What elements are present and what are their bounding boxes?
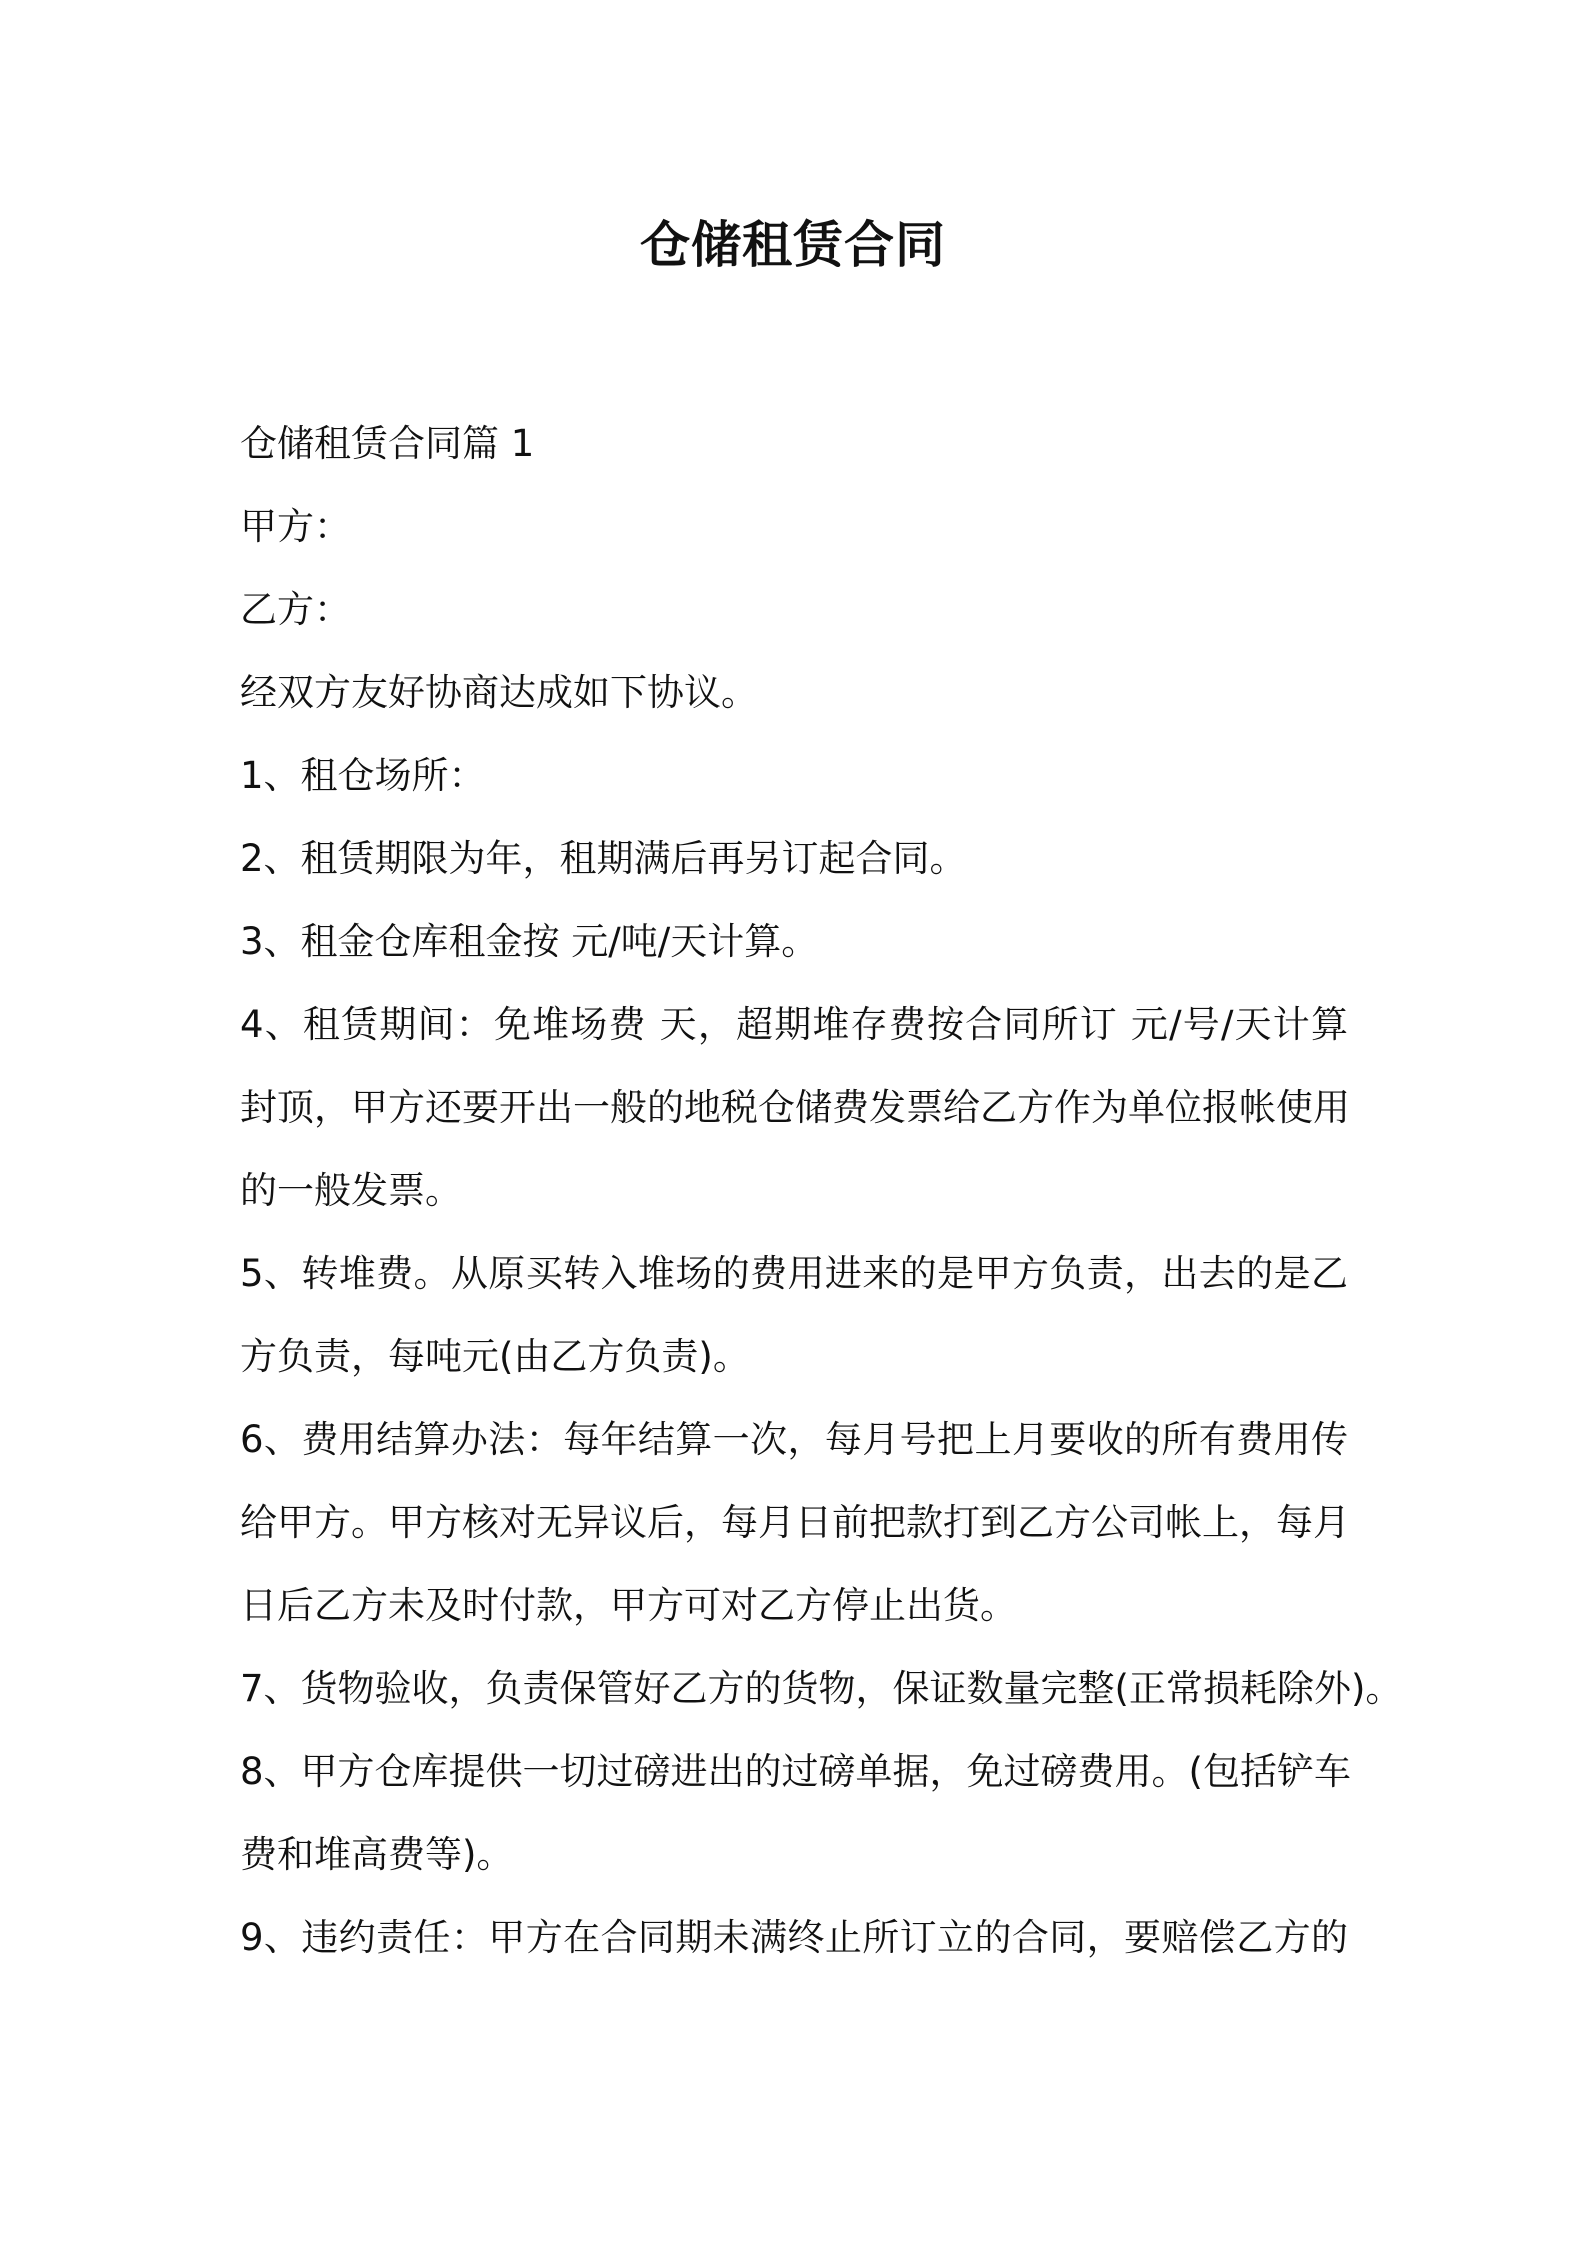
- section-heading-text: 仓储租赁合同篇 1: [240, 422, 535, 465]
- clause-6: [240, 1398, 1348, 1647]
- section-heading: [240, 402, 1348, 485]
- clause-line: 9、违约责任：甲方在合同期未满终止所订立的合同，要赔偿乙方的: [240, 1916, 1348, 1959]
- clause-line: 费和堆高费等)。: [240, 1833, 514, 1876]
- party-a-label: 甲方：: [240, 505, 351, 548]
- clause-line: 7、货物验收，负责保管好乙方的货物，保证数量完整(正常损耗除外)。: [240, 1667, 1403, 1710]
- party-a-line: [240, 485, 1348, 568]
- party-b-label: 乙方：: [240, 588, 351, 631]
- clause-line: 6、费用结算办法：每年结算一次，每月号把上月要收的所有费用传: [240, 1418, 1348, 1461]
- clause-line: 2、租赁期限为年，租期满后再另订起合同。: [240, 837, 967, 880]
- party-b-line: [240, 568, 1348, 651]
- clause-line: 1、租仓场所：: [240, 754, 486, 797]
- clause-4: [240, 983, 1348, 1232]
- clause-line: 3、租金仓库租金按 元/吨/天计算。: [240, 920, 819, 963]
- clause-line: 封顶，甲方还要开出一般的地税仓储费发票给乙方作为单位报帐使用: [240, 1086, 1350, 1129]
- clause-line: 的一般发票。: [240, 1169, 462, 1212]
- clause-line: 给甲方。甲方核对无异议后，每月日前把款打到乙方公司帐上，每月: [240, 1501, 1350, 1544]
- clause-9: [240, 1896, 1348, 1979]
- clause-line: 日后乙方未及时付款，甲方可对乙方停止出货。: [240, 1584, 1017, 1627]
- clause-5: [240, 1232, 1348, 1398]
- clause-2: [240, 817, 1348, 900]
- clause-line: 4、租赁期间：免堆场费 天，超期堆存费按合同所订 元/号/天计算: [240, 1003, 1348, 1046]
- intro-paragraph: [240, 651, 1348, 734]
- clause-line: 方负责，每吨元(由乙方负责)。: [240, 1335, 750, 1378]
- intro-text: 经双方友好协商达成如下协议。: [240, 671, 758, 714]
- document-title: 仓储租赁合同: [640, 216, 946, 274]
- document-body: [240, 402, 1403, 1979]
- clause-1: [240, 734, 1348, 817]
- clause-7: [240, 1647, 1403, 1730]
- clause-line: 8、甲方仓库提供一切过磅进出的过磅单据，免过磅费用。(包括铲车: [240, 1750, 1351, 1793]
- clause-8: [240, 1730, 1351, 1896]
- clause-line: 5、转堆费。从原买转入堆场的费用进来的是甲方负责，出去的是乙: [240, 1252, 1348, 1295]
- clause-3: [240, 900, 1348, 983]
